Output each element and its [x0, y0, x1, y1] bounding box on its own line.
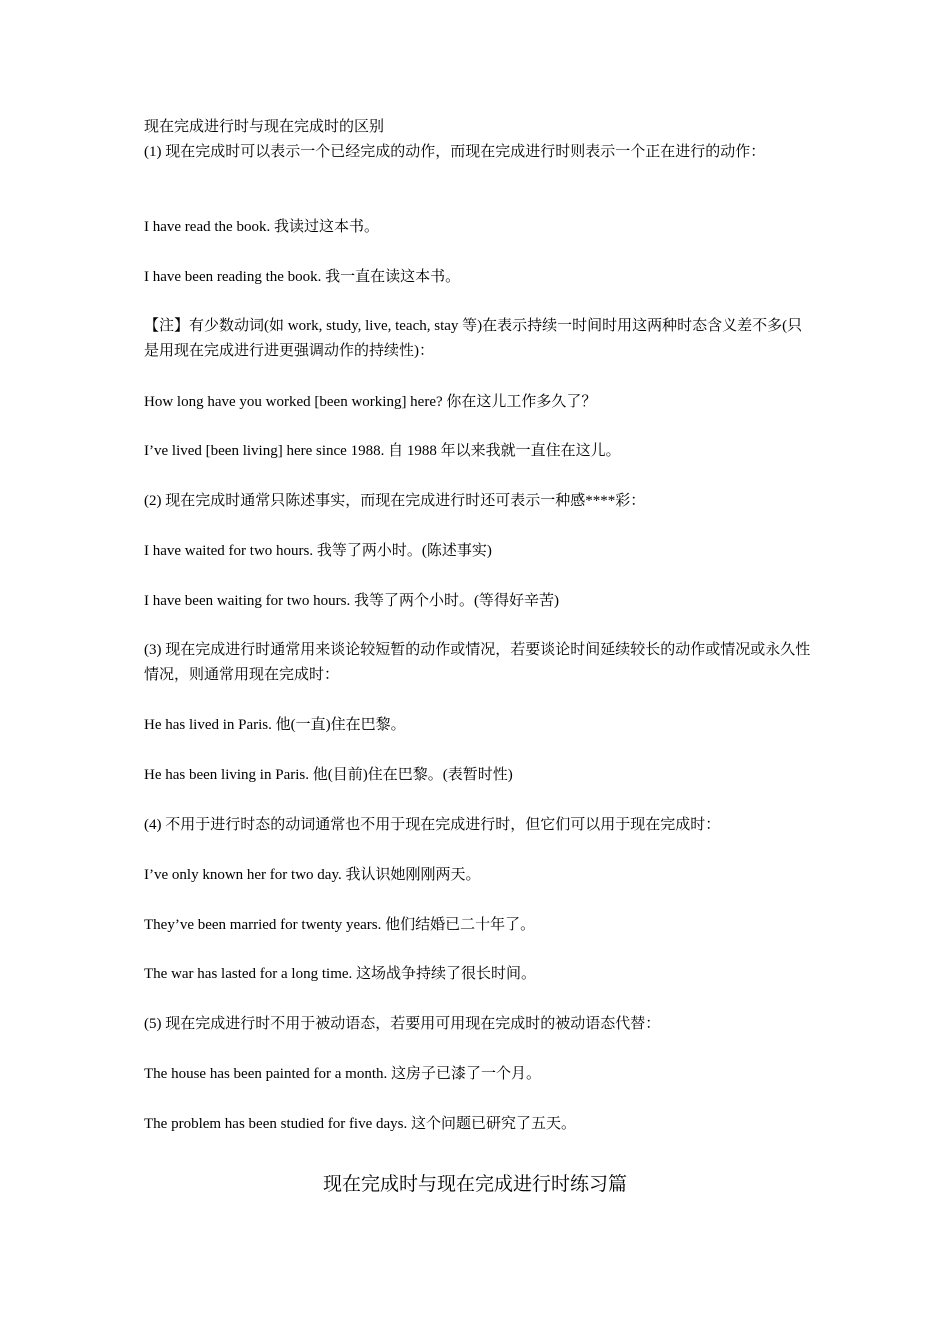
rule-1: (1) 现在完成时可以表示一个已经完成的动作，而现在完成进行时则表示一个正在进行的动作： [144, 144, 766, 160]
section-title: 现在完成时与现在完成进行时练习篇 [322, 1174, 627, 1195]
example-2b: I have been waiting for two hours. 我等了两个小时。(等得好辛苦) [144, 593, 559, 609]
example-3a: He has lived in Paris. 他(一直)住在巴黎。 [144, 717, 406, 733]
example-note-a: How long have you worked [been working] here? 你在这儿工作多久了？ [144, 394, 597, 410]
example-1a: I have read the book. 我读过这本书。 [144, 219, 379, 235]
rule-5: (5) 现在完成进行时不用于被动语态，若要用可用现在完成时的被动语态代替： [144, 1016, 661, 1032]
example-4b: They’ve been married for twenty years. 他们结婚已二十年了。 [144, 917, 536, 933]
example-5a: The house has been painted for a month. 这房子已漆了一个月。 [144, 1066, 542, 1082]
page-heading: 现在完成进行时与现在完成时的区别 [144, 119, 385, 135]
example-4a: I’ve only known her for two day. 我认识她刚刚两天。 [144, 867, 481, 883]
example-5b: The problem has been studied for five days. 这个问题已研究了五天。 [144, 1116, 577, 1132]
example-2a: I have waited for two hours. 我等了两小时。(陈述事实) [144, 543, 492, 559]
rule-2: (2) 现在完成时通常只陈述事实，而现在完成进行时还可表示一种感****彩： [144, 493, 646, 509]
example-note-b: I’ve lived [been living] here since 1988. 自 1988 年以来我就一直住在这儿。 [144, 443, 621, 459]
note: 【注】有少数动词(如 work, study, live, teach, stay 等)在表示持续一时间时用这两种时态含义差不多(只是用现在完成进行进更强调动作的持续性)： [144, 318, 803, 359]
example-3b: He has been living in Paris. 他(目前)住在巴黎。(表暂时性) [144, 767, 513, 783]
rule-4: (4) 不用于进行时态的动词通常也不用于现在完成进行时，但它们可以用于现在完成时： [144, 817, 721, 833]
rule-3: (3) 现在完成进行时通常用来谈论较短暂的动作或情况，若要谈论时间延续较长的动作或情况或永久性情况，则通常用现在完成时： [144, 642, 811, 683]
example-1b: I have been reading the book. 我一直在读这本书。 [144, 269, 461, 285]
example-4c: The war has lasted for a long time. 这场战争持续了很长时间。 [144, 966, 537, 982]
